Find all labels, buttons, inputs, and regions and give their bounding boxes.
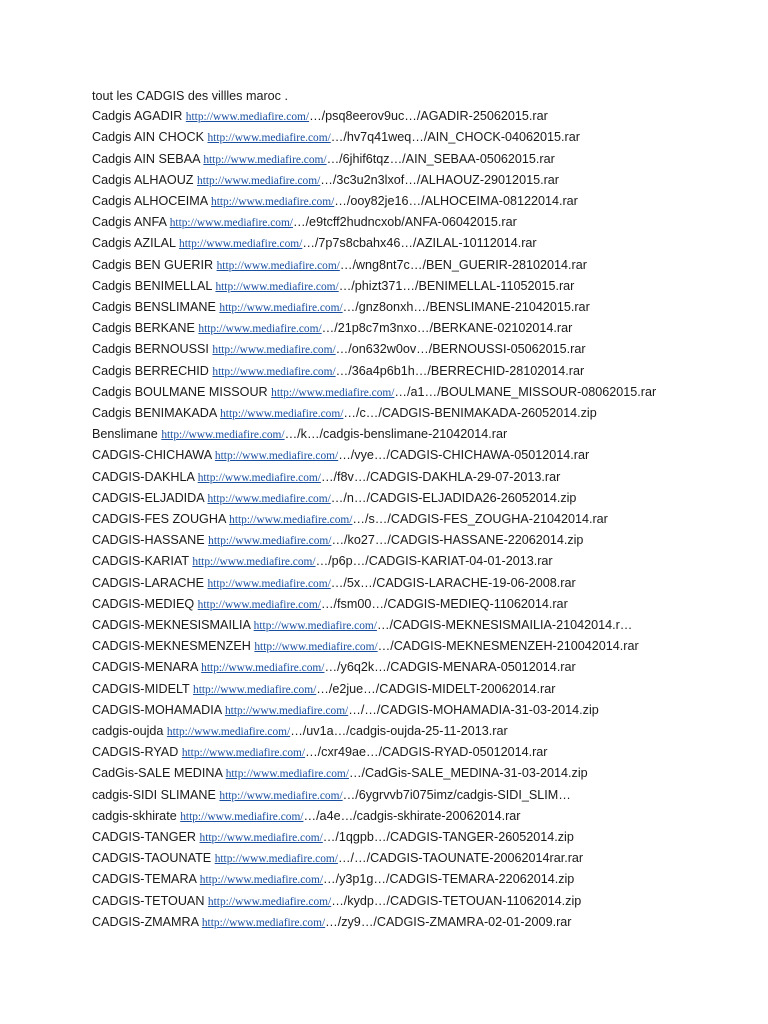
mediafire-link[interactable]: http://www.mediafire.com/: [193, 683, 317, 696]
entry-path: …/wng8nt7c…/BEN_GUERIR-28102014.rar: [339, 257, 587, 272]
entry-path: …/y6q2k…/CADGIS-MENARA-05012014.rar: [324, 660, 576, 675]
entry-label: Cadgis ALHOCEIMA: [92, 194, 208, 209]
list-item: [92, 848, 682, 869]
list-item: [92, 891, 682, 912]
list-item: [92, 276, 682, 297]
entry-label: CADGIS-ELJADIDA: [92, 490, 204, 505]
list-item: [92, 212, 682, 233]
entry-label: CADGIS-TEMARA: [92, 872, 197, 887]
entry-path: …/6jhif6tqz…/AIN_SEBAA-05062015.rar: [326, 151, 555, 166]
entry-path: …/gnz8onxh…/BENSLIMANE-21042015.rar: [342, 300, 590, 315]
entry-label: Cadgis BERKANE: [92, 321, 195, 336]
entry-label: Cadgis BENIMELLAL: [92, 278, 212, 293]
list-item: [92, 382, 682, 403]
list-item: [92, 530, 682, 551]
entry-path: …/kydp…/CADGIS-TETOUAN-11062014.zip: [331, 893, 582, 908]
mediafire-link[interactable]: http://www.mediafire.com/: [254, 641, 378, 654]
list-item: [92, 445, 682, 466]
entry-label: CADGIS-DAKHLA: [92, 469, 195, 484]
entry-label: Cadgis BENIMAKADA: [92, 406, 217, 421]
entry-label: CADGIS-RYAD: [92, 745, 179, 760]
entry-path: …/n…/CADGIS-ELJADIDA26-26052014.zip: [330, 490, 577, 505]
list-item: [92, 551, 682, 572]
mediafire-link[interactable]: http://www.mediafire.com/: [211, 196, 335, 209]
entry-path: …/a1…/BOULMANE_MISSOUR-08062015.rar: [394, 384, 657, 399]
entry-path: …/y3p1g…/CADGIS-TEMARA-22062014.zip: [323, 872, 575, 887]
entry-label: CADGIS-MEKNESISMAILIA: [92, 618, 251, 633]
entry-path: …/36a4p6b1h…/BERRECHID-28102014.rar: [335, 363, 585, 378]
entry-path: …/zy9…/CADGIS-ZMAMRA-02-01-2009.rar: [325, 914, 572, 929]
entry-path: …/k…/cadgis-benslimane-21042014.rar: [284, 427, 508, 442]
entry-label: CADGIS-LARACHE: [92, 575, 204, 590]
entry-path: …/…/CADGIS-MOHAMADIA-31-03-2014.zip: [348, 702, 599, 717]
entry-path: …/CadGis-SALE_MEDINA-31-03-2014.zip: [348, 766, 588, 781]
list-item: [92, 127, 682, 148]
mediafire-link[interactable]: http://www.mediafire.com/: [198, 323, 322, 336]
mediafire-link[interactable]: http://www.mediafire.com/: [214, 450, 339, 463]
entry-path: …/fsm00…/CADGIS-MEDIEQ-11062014.rar: [320, 596, 568, 611]
entry-path: …/ko27…/CADGIS-HASSANE-22062014.zip: [331, 533, 584, 548]
list-item: [92, 318, 682, 339]
entry-label: Cadgis AZILAL: [92, 236, 176, 251]
entry-label: CADGIS-KARIAT: [92, 554, 189, 569]
mediafire-link[interactable]: http://www.mediafire.com/: [201, 662, 325, 675]
mediafire-link[interactable]: http://www.mediafire.com/: [179, 238, 303, 251]
entry-label: Cadgis ALHAOUZ: [92, 172, 194, 187]
entry-label: CADGIS-HASSANE: [92, 533, 205, 548]
list-item: [92, 170, 682, 191]
list-item: [92, 912, 682, 933]
mediafire-link[interactable]: http://www.mediafire.com/: [224, 704, 349, 717]
entry-label: CADGIS-MEDIEQ: [92, 596, 195, 611]
mediafire-link[interactable]: http://www.mediafire.com/: [207, 577, 331, 590]
list-item: [92, 869, 682, 890]
entry-label: CadGis-SALE MEDINA: [92, 766, 223, 781]
mediafire-link[interactable]: http://www.mediafire.com/: [225, 768, 349, 781]
mediafire-link[interactable]: http://www.mediafire.com/: [214, 853, 338, 866]
entry-path: …/vye…/CADGIS-CHICHAWA-05012014.rar: [338, 448, 590, 463]
list-item: [92, 742, 682, 763]
entry-path: …/c…/CADGIS-BENIMAKADA-26052014.zip: [343, 406, 597, 421]
list-item: [92, 657, 682, 678]
entry-label: CADGIS-ZMAMRA: [92, 914, 199, 929]
mediafire-link[interactable]: http://www.mediafire.com/: [180, 810, 304, 823]
mediafire-link[interactable]: http://www.mediafire.com/: [169, 217, 293, 230]
list-item: [92, 467, 682, 488]
entry-path: …/5x…/CADGIS-LARACHE-19-06-2008.rar: [330, 575, 576, 590]
entry-path: …/on632w0ov…/BERNOUSSI-05062015.rar: [335, 342, 586, 357]
mediafire-link[interactable]: http://www.mediafire.com/: [207, 132, 331, 145]
mediafire-link[interactable]: http://www.mediafire.com/: [207, 492, 331, 505]
mediafire-link[interactable]: http://www.mediafire.com/: [229, 514, 353, 527]
entry-path: …/e2jue…/CADGIS-MIDELT-20062014.rar: [316, 681, 556, 696]
list-item: [92, 806, 682, 827]
entry-path: …/p6p…/CADGIS-KARIAT-04-01-2013.rar: [315, 554, 553, 569]
entry-path: …/CADGIS-MEKNESMENZEH-210042014.rar: [377, 639, 639, 654]
entry-label: Cadgis AIN CHOCK: [92, 130, 204, 145]
mediafire-link[interactable]: http://www.mediafire.com/: [201, 916, 326, 929]
mediafire-link[interactable]: http://www.mediafire.com/: [197, 471, 321, 484]
entry-path: …/psq8eerov9uc…/AGADIR-25062015.rar: [309, 109, 548, 124]
entry-path: …/s…/CADGIS-FES_ZOUGHA-21042014.rar: [352, 512, 608, 527]
entry-label: CADGIS-TANGER: [92, 830, 197, 845]
mediafire-link[interactable]: http://www.mediafire.com/: [215, 280, 339, 293]
mediafire-link[interactable]: http://www.mediafire.com/: [161, 429, 285, 442]
entry-label: CADGIS-MEKNESMENZEH: [92, 639, 251, 654]
mediafire-link[interactable]: http://www.mediafire.com/: [192, 556, 316, 569]
list-item: [92, 636, 682, 657]
mediafire-link[interactable]: http://www.mediafire.com/: [203, 153, 327, 166]
document-body: [92, 86, 682, 933]
mediafire-link[interactable]: http://www.mediafire.com/: [208, 535, 332, 548]
mediafire-link[interactable]: http://www.mediafire.com/: [199, 832, 323, 845]
entry-label: Cadgis BERRECHID: [92, 363, 209, 378]
entry-path: …/CADGIS-MEKNESISMAILIA-21042014.r…: [376, 618, 633, 633]
list-item: [92, 424, 682, 445]
mediafire-link[interactable]: http://www.mediafire.com/: [181, 747, 306, 760]
entry-path: …/a4e…/cadgis-skhirate-20062014.rar: [303, 808, 521, 823]
entry-label: Cadgis ANFA: [92, 215, 167, 230]
document-intro: tout les CADGIS des villles maroc .: [92, 89, 288, 103]
mediafire-link[interactable]: http://www.mediafire.com/: [185, 111, 310, 124]
entry-path: …/hv7q41weq…/AIN_CHOCK-04062015.rar: [330, 130, 580, 145]
entry-label: cadgis-skhirate: [92, 808, 177, 823]
entry-path: …/21p8c7m3nxo…/BERKANE-02102014.rar: [321, 321, 573, 336]
entry-label: Cadgis BOULMANE MISSOUR: [92, 384, 268, 399]
entry-label: CADGIS-FES ZOUGHA: [92, 512, 226, 527]
entry-path: …/…/CADGIS-TAOUNATE-20062014rar.rar: [337, 851, 584, 866]
list-item: [92, 615, 682, 636]
list-item: [92, 233, 682, 254]
list-item: [92, 509, 682, 530]
list-item: [92, 255, 682, 276]
mediafire-link[interactable]: http://www.mediafire.com/: [207, 895, 332, 908]
list-item: [92, 679, 682, 700]
entry-path: …/3c3u2n3lxof…/ALHAOUZ-29012015.rar: [320, 172, 559, 187]
entry-path: …/ooy82je16…/ALHOCEIMA-08122014.rar: [334, 194, 578, 209]
list-item: [92, 106, 682, 127]
entry-label: CADGIS-CHICHAWA: [92, 448, 212, 463]
mediafire-link[interactable]: http://www.mediafire.com/: [219, 789, 343, 802]
list-item: [92, 361, 682, 382]
entry-label: cadgis-SIDI SLIMANE: [92, 787, 216, 802]
mediafire-link[interactable]: http://www.mediafire.com/: [219, 302, 343, 315]
entry-path: …/1qgpb…/CADGIS-TANGER-26052014.zip: [322, 830, 574, 845]
entry-label: cadgis-oujda: [92, 724, 164, 739]
list-item: [92, 573, 682, 594]
entry-label: CADGIS-MOHAMADIA: [92, 702, 222, 717]
mediafire-link[interactable]: http://www.mediafire.com/: [166, 726, 291, 739]
entry-path: …/cxr49ae…/CADGIS-RYAD-05012014.rar: [305, 745, 548, 760]
list-item: [92, 763, 682, 784]
list-item: [92, 594, 682, 615]
entry-label: CADGIS-MENARA: [92, 660, 198, 675]
entry-label: Cadgis BEN GUERIR: [92, 257, 214, 272]
mediafire-link[interactable]: http://www.mediafire.com/: [216, 259, 340, 272]
entry-label: CADGIS-TETOUAN: [92, 893, 205, 908]
mediafire-link[interactable]: http://www.mediafire.com/: [199, 874, 324, 887]
entry-list: [92, 106, 682, 933]
list-item: [92, 488, 682, 509]
entry-label: Cadgis AGADIR: [92, 109, 183, 124]
entry-label: Benslimane: [92, 427, 158, 442]
list-item: [92, 297, 682, 318]
list-item: [92, 149, 682, 170]
entry-label: Cadgis BENSLIMANE: [92, 300, 216, 315]
mediafire-link[interactable]: http://www.mediafire.com/: [271, 386, 395, 399]
mediafire-link[interactable]: http://www.mediafire.com/: [212, 344, 336, 357]
entry-path: …/phizt371…/BENIMELLAL-11052015.rar: [338, 278, 575, 293]
entry-path: …/6ygrvvb7i075imz/cadgis-SIDI_SLIM…: [342, 787, 571, 802]
list-item: [92, 700, 682, 721]
entry-path: …/7p7s8cbahx46…/AZILAL-10112014.rar: [302, 236, 537, 251]
entry-label: Cadgis BERNOUSSI: [92, 342, 209, 357]
list-item: [92, 827, 682, 848]
list-item: [92, 403, 682, 424]
entry-label: Cadgis AIN SEBAA: [92, 151, 200, 166]
list-item: [92, 785, 682, 806]
mediafire-link[interactable]: http://www.mediafire.com/: [253, 620, 377, 633]
list-item: [92, 339, 682, 360]
entry-path: …/uv1a…/cadgis-oujda-25-11-2013.rar: [290, 724, 508, 739]
entry-label: CADGIS-MIDELT: [92, 681, 190, 696]
list-item: [92, 721, 682, 742]
mediafire-link[interactable]: http://www.mediafire.com/: [197, 174, 321, 187]
entry-label: CADGIS-TAOUNATE: [92, 851, 212, 866]
mediafire-link[interactable]: http://www.mediafire.com/: [212, 365, 336, 378]
list-item: [92, 191, 682, 212]
entry-path: …/f8v…/CADGIS-DAKHLA-29-07-2013.rar: [320, 469, 561, 484]
entry-path: …/e9tcff2hudncxob/ANFA-06042015.rar: [292, 215, 517, 230]
mediafire-link[interactable]: http://www.mediafire.com/: [220, 408, 344, 421]
mediafire-link[interactable]: http://www.mediafire.com/: [197, 598, 321, 611]
